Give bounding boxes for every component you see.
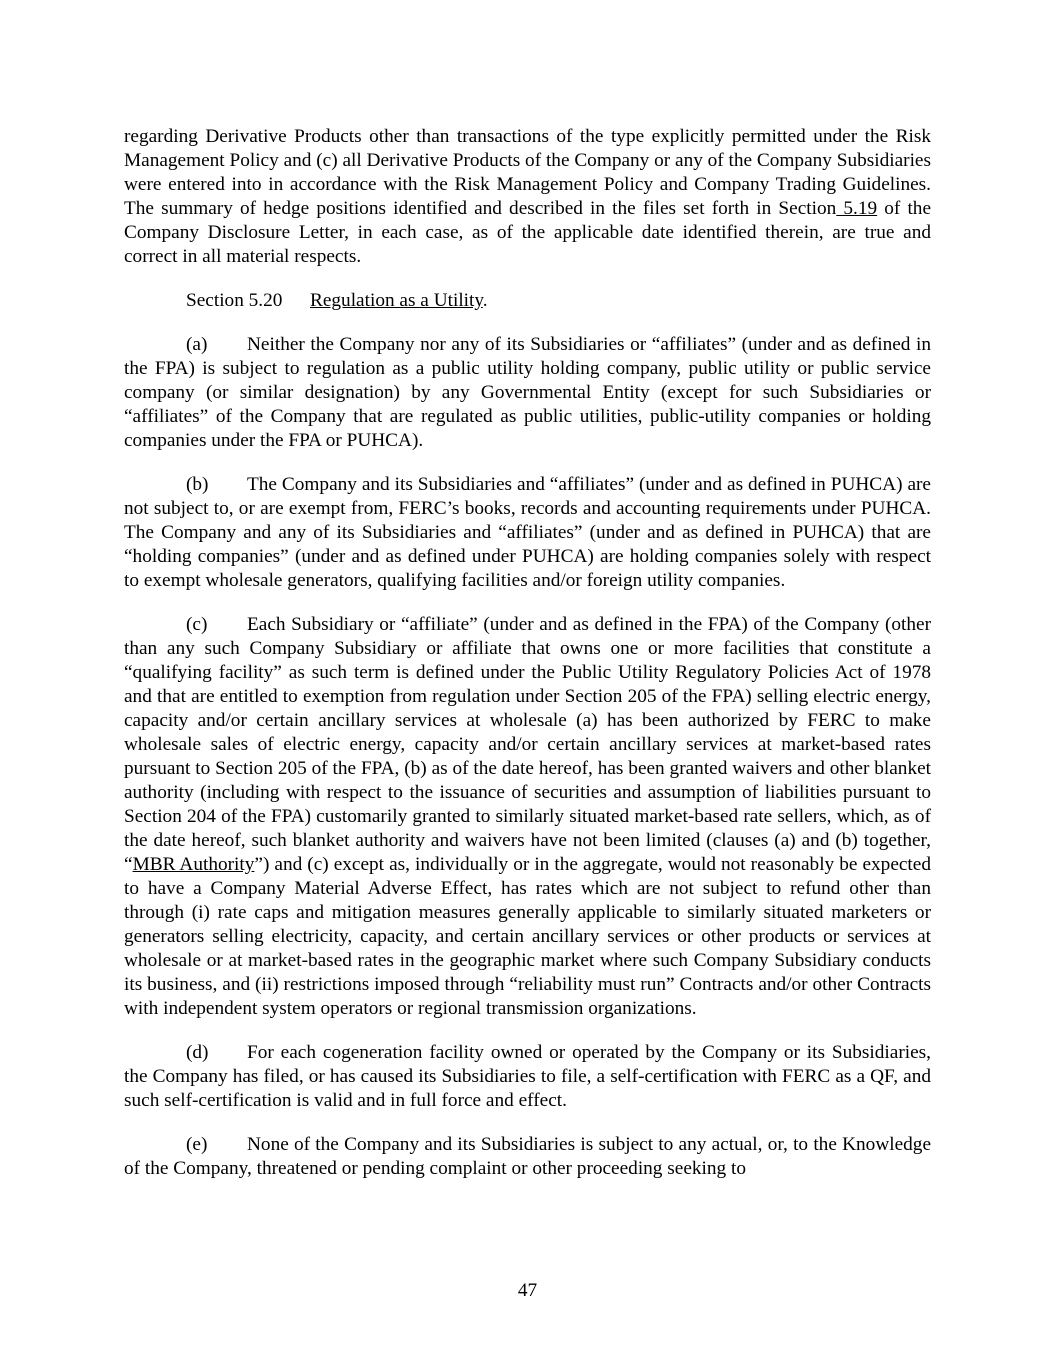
section-title-period: . [482,290,488,311]
paragraph-d-text: For each cogeneration facility owned or operated by the Company or its Subsidiaries, the Company has filed, or has caused its Subsidiaries to file, a self-certification with FERC as a QF, and such self-certification is valid and in full force and effect. [124,1042,931,1111]
paragraph-b-label: (b) [186,474,209,495]
paragraph-e-text: None of the Company and its Subsidiaries is subject to any actual, or, to the Knowledge of the Company, threatened or pending complaint or other proceeding seeking to [124,1134,931,1179]
paragraph-b [124,473,931,593]
document-body [124,125,931,1201]
paragraph-e-label: (e) [186,1134,208,1155]
section-number: Section 5.20 [186,290,283,311]
page-number: 47 [517,1280,538,1301]
paragraph-intro-text-a: regarding Derivative Products other than transactions of the type explicitly permitted under the Risk Management Policy and (c) all Derivative Products of the Company or any of the Company Subsidiaries were entered into in accordance with the Risk Management Policy and Company Trading Guidelines. The summary of hedge positions identified and described in the files set forth in Section [124,126,931,219]
section-title: Regulation as a Utility [310,290,483,311]
paragraph-d-label: (d) [186,1042,209,1063]
paragraph-c-text-b: ”) and (c) except as, individually or in the aggregate, would not reasonably be expected to have a Company Material Adverse Effect, has rates which are not subject to refund other than through (i) rate caps and mitigation measures generally applicable to similarly situated marketers or generators selling electricity, capacity, and certain ancillary services or other products or services at wholesale or at market-based rates in the geographic market where such Company Subsidiary conducts its business, and (ii) restrictions imposed through “reliability must run” Contracts and/or other Contracts with independent system operators or regional transmission organizations. [124,854,931,1019]
paragraph-e [124,1133,931,1181]
paragraph-a-text: Neither the Company nor any of its Subsidiaries or “affiliates” (under and as defined in the FPA) is subject to regulation as a public utility holding company, public utility or public service company (or similar designation) by any Governmental Entity (except for such Subsidiaries or “affiliates” of the Company that are regulated as public utilities, public-utility companies or holding companies under the FPA or PUHCA). [124,334,931,451]
paragraph-b-text: The Company and its Subsidiaries and “affiliates” (under and as defined in PUHCA) are not subject to, or are exempt from, FERC’s books, records and accounting requirements under PUHCA. The Company and any of its Subsidiaries and “affiliates” (under and as defined in PUHCA) that are “holding companies” (under and as defined under PUHCA) are holding companies solely with respect to exempt wholesale generators, qualifying facilities and/or foreign utility companies. [124,474,931,591]
paragraph-c [124,613,931,1021]
paragraph-c-label: (c) [186,614,208,635]
paragraph-a-label: (a) [186,334,208,355]
paragraph-a [124,333,931,453]
paragraph-intro [124,125,931,269]
paragraph-c-text-a: Each Subsidiary or “affiliate” (under and as defined in the FPA) of the Company (other than any such Company Subsidiary or affiliate that owns one or more facilities that constitute a “qualifying facility” as such term is defined under the Public Utility Regulatory Policies Act of 1978 and that are entitled to exemption from regulation under Section 205 of the FPA) selling electric energy, capacity and/or certain ancillary services at wholesale (a) has been authorized by FERC to make wholesale sales of electric energy, capacity and/or certain ancillary services at market-based rates pursuant to Section 205 of the FPA, (b) as of the date hereof, has been granted waivers and other blanket authority (including with respect to the issuance of securities and assumption of liabilities pursuant to Section 204 of the FPA) customarily granted to similarly situated market-based rate sellers, which, as of the date hereof, such blanket authority and waivers have not been limited (clauses (a) and (b) together, “ [124,614,931,875]
section-5-19-reference: 5.19 [836,198,878,219]
mbr-authority-term: MBR Authority [132,854,255,875]
paragraph-d [124,1041,931,1113]
section-heading [124,289,931,313]
paragraph-intro-text-b: of the Company Disclosure Letter, in each case, as of the applicable date identified therein, are true and correct in all material respects. [124,198,932,267]
